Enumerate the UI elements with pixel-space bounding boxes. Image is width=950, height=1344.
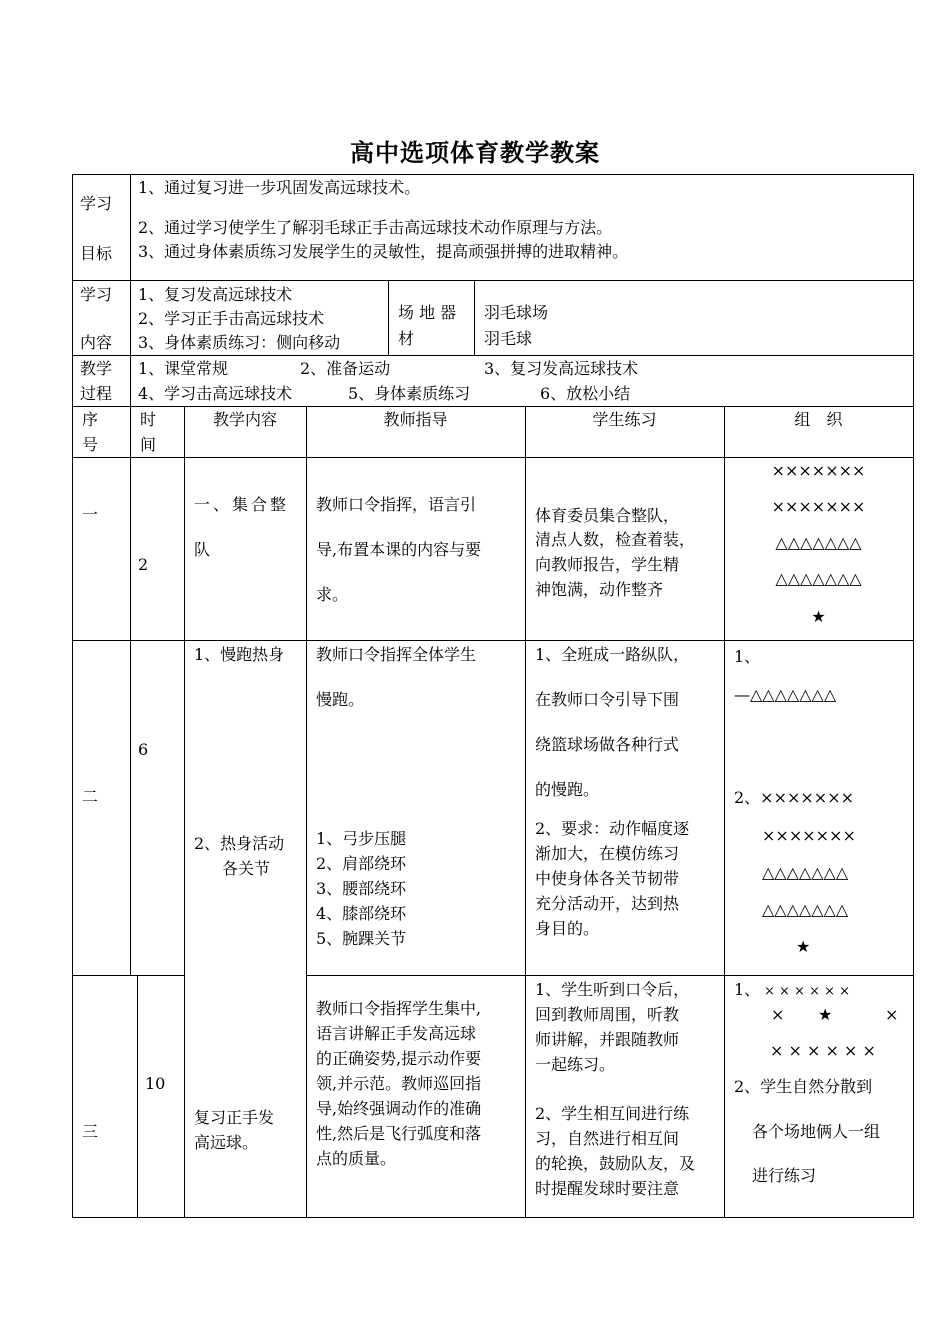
- goal-item: 3、通过身体素质练习发展学生的灵敏性，提高顽强拼搏的进取精神。: [138, 242, 629, 261]
- warmup-item: 1、弓步压腿: [316, 829, 407, 848]
- content-label: 内容: [80, 333, 113, 352]
- teacher-guide: 性,然后是飞行弧度和落: [316, 1124, 482, 1143]
- formation-note: 进行练习: [752, 1166, 817, 1185]
- formation-row: —△△△△△△△: [734, 685, 837, 704]
- formation-mark: ×: [771, 1005, 785, 1024]
- formation-row: △△△△△△△: [762, 900, 849, 919]
- formation-row: △△△△△△△: [775, 569, 862, 588]
- formation-row: ×××××××: [771, 497, 866, 516]
- formation-row: ×××××××: [762, 826, 856, 845]
- student-practice: 2、要求：动作幅度逐: [535, 819, 690, 838]
- warmup-item: 3、腰部绕环: [316, 879, 407, 898]
- table-border-right: [913, 174, 914, 1218]
- section-content: 2、热身活动: [194, 834, 285, 853]
- process-item: 2、准备运动: [300, 359, 391, 378]
- formation-row: ×××××××: [771, 461, 866, 480]
- content-item: 2、学习正手击高远球技术: [138, 309, 325, 328]
- col-divider: [525, 406, 526, 1217]
- page-title: 高中选项体育教学教案: [350, 138, 600, 167]
- process-item: 5、身体素质练习: [348, 384, 471, 403]
- row-divider: [72, 355, 914, 356]
- content-label: 学习: [80, 285, 113, 304]
- process-item: 1、课堂常规: [138, 359, 229, 378]
- goal-item: 1、通过复习进一步巩固发高远球技术。: [138, 178, 421, 197]
- student-practice: 绕篮球场做各种行式: [535, 735, 680, 754]
- formation-label: 1、: [734, 647, 761, 666]
- venue-label: 材: [398, 329, 415, 348]
- formation-row: △△△△△△△: [762, 863, 849, 882]
- section-seq: 三: [82, 1122, 99, 1141]
- teacher-guide: 导,布置本课的内容与要: [316, 540, 482, 559]
- goal-item: 2、通过学习使学生了解羽毛球正手击高远球技术动作原理与方法。: [138, 218, 613, 237]
- section-content: 复习正手发: [194, 1108, 275, 1127]
- section-divider: [72, 640, 914, 641]
- section-content: 高远球。: [194, 1133, 259, 1152]
- section-time: 2: [138, 555, 149, 574]
- venue-divider: [474, 280, 475, 355]
- student-practice: 中使身体各关节韧带: [535, 869, 680, 888]
- header-time: 间: [140, 435, 157, 454]
- section-content: 1、慢跑热身: [194, 645, 285, 664]
- header-seq: 序: [82, 410, 99, 429]
- teacher-guide: 求。: [316, 585, 349, 604]
- warmup-item: 4、膝部绕环: [316, 904, 407, 923]
- col-divider: [130, 406, 131, 975]
- section-seq: 二: [82, 787, 99, 806]
- student-practice: 回到教师周围，听教: [535, 1005, 680, 1024]
- process-label: 教学: [80, 359, 113, 378]
- content-item: 3、身体素质练习：侧向移动: [138, 333, 341, 352]
- student-practice: 师讲解，并跟随教师: [535, 1030, 680, 1049]
- table-border-top: [72, 174, 914, 175]
- teacher-guide: 的正确姿势,提示动作要: [316, 1049, 482, 1068]
- header-content: 教学内容: [212, 410, 277, 429]
- student-practice: 充分活动开，达到热: [535, 894, 680, 913]
- formation-note: 各个场地俩人一组: [752, 1122, 881, 1141]
- label-col-divider: [130, 174, 131, 406]
- formation-note: 2、学生自然分散到: [734, 1077, 873, 1096]
- student-practice: 清点人数，检查着装，: [535, 530, 696, 549]
- content-item: 1、复习发高远球技术: [138, 285, 293, 304]
- venue-label: 场 地 器: [398, 303, 457, 322]
- venue-divider: [388, 280, 389, 355]
- student-practice: 体育委员集合整队，: [535, 506, 680, 525]
- header-seq: 号: [82, 435, 99, 454]
- teacher-guide: 领,并示范。教师巡回指: [316, 1074, 482, 1093]
- teacher-guide: 教师口令指挥，语言引: [316, 495, 477, 514]
- student-practice: 神饱满，动作整齐: [535, 580, 664, 599]
- section-divider: [306, 975, 914, 976]
- section-content: 各关节: [222, 859, 271, 878]
- table-border-left: [72, 174, 73, 1218]
- table-border-bottom: [72, 1217, 914, 1218]
- section-time: 6: [138, 740, 149, 759]
- student-practice: 时提醒发球时要注意: [535, 1179, 680, 1198]
- section-time: 10: [145, 1074, 166, 1093]
- header-row-bottom: [72, 457, 914, 458]
- goals-label: 目标: [80, 244, 113, 263]
- student-practice: 1、全班成一路纵队，: [535, 645, 690, 664]
- venue-value: 羽毛球: [484, 329, 533, 348]
- row-divider: [72, 280, 914, 281]
- student-practice: 2、学生相互间进行练: [535, 1104, 690, 1123]
- teacher-guide: 点的质量。: [316, 1149, 397, 1168]
- teacher-star-icon: ★: [818, 1005, 833, 1024]
- section-divider: [72, 975, 184, 976]
- student-practice: 一起练习。: [535, 1055, 616, 1074]
- formation-mark: ×: [885, 1005, 899, 1024]
- student-practice: 向教师报告，学生精: [535, 555, 680, 574]
- teacher-guide: 慢跑。: [316, 690, 365, 709]
- student-practice: 1、学生听到口令后，: [535, 980, 690, 999]
- formation-row: 2、×××××××: [734, 788, 855, 807]
- process-item: 3、复习发高远球技术: [484, 359, 639, 378]
- student-practice: 的轮换，鼓励队友，及: [535, 1154, 696, 1173]
- col-divider: [184, 406, 185, 1217]
- teacher-guide: 教师口令指挥全体学生: [316, 645, 477, 664]
- col-divider: [306, 406, 307, 1217]
- formation-row: △△△△△△△: [775, 533, 862, 552]
- section-content: 队: [194, 540, 211, 559]
- student-practice: 在教师口令引导下围: [535, 690, 680, 709]
- process-item: 4、学习击高远球技术: [138, 384, 293, 403]
- process-label: 过程: [80, 384, 113, 403]
- student-practice: 习，自然进行相互间: [535, 1129, 680, 1148]
- teacher-star-icon: ★: [811, 607, 826, 626]
- formation-row: × × × × × ×: [770, 1041, 876, 1060]
- student-practice: 身目的。: [535, 919, 600, 938]
- col-divider: [724, 406, 725, 1217]
- student-practice: 渐加大，在模仿练习: [535, 844, 680, 863]
- header-teacher: 教师指导: [383, 410, 448, 429]
- venue-value: 羽毛球场: [484, 303, 549, 322]
- section-seq: 一: [82, 505, 99, 524]
- goals-label: 学习: [80, 194, 113, 213]
- header-student: 学生练习: [592, 410, 657, 429]
- process-item: 6、放松小结: [540, 384, 631, 403]
- col-divider: [137, 975, 138, 1217]
- teacher-guide: 教师口令指挥学生集中,: [316, 999, 482, 1018]
- teacher-guide: 导,始终强调动作的准确: [316, 1099, 482, 1118]
- warmup-item: 5、腕踝关节: [316, 929, 407, 948]
- teacher-guide: 语言讲解正手发高远球: [316, 1024, 477, 1043]
- header-org: 组 织: [794, 410, 843, 429]
- teacher-star-icon: ★: [796, 937, 811, 956]
- formation-row: × × × × × ×: [764, 984, 851, 999]
- formation-label: 1、: [734, 980, 761, 999]
- row-divider: [72, 406, 914, 407]
- student-practice: 的慢跑。: [535, 780, 600, 799]
- warmup-item: 2、肩部绕环: [316, 854, 407, 873]
- section-content: 一、集合整: [194, 495, 290, 514]
- header-time: 时: [140, 410, 157, 429]
